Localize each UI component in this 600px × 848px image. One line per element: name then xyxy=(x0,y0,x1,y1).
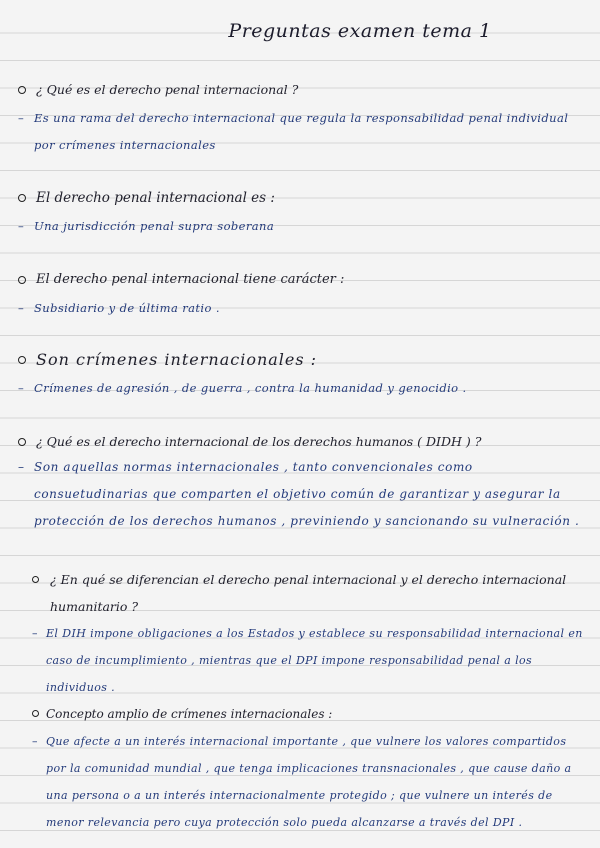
circle-bullet-icon xyxy=(32,710,39,717)
question-block xyxy=(0,270,600,322)
dash-bullet-icon: – xyxy=(18,111,25,125)
page-title: Preguntas examen tema 1 xyxy=(228,20,492,42)
question-block xyxy=(0,350,600,402)
circle-bullet-icon xyxy=(18,86,26,94)
question-text: El derecho penal internacional es : xyxy=(0,188,600,208)
answer-text: – Subsidiario y de última ratio . xyxy=(0,295,600,322)
question-text: ¿ En qué se diferencian el derecho penal internacional y el derecho internacional humanitario ? xyxy=(0,566,600,620)
question-block xyxy=(0,432,600,535)
circle-bullet-icon xyxy=(18,356,26,364)
question-block xyxy=(0,704,600,836)
answer-text: – Crímenes de agresión , de guerra , contra la humanidad y genocidio . xyxy=(0,375,600,402)
circle-bullet-icon xyxy=(18,438,26,446)
answer-text: – Una jurisdicción penal supra soberana xyxy=(0,213,600,240)
question-text: ¿ Qué es el derecho penal internacional ? xyxy=(0,80,600,100)
dash-bullet-icon: – xyxy=(18,460,25,474)
answer-text: – Es una rama del derecho internacional que regula la responsabilidad penal individual por crímenes internacionales xyxy=(0,105,600,159)
dash-bullet-icon: – xyxy=(18,219,25,233)
dash-bullet-icon: – xyxy=(32,735,38,748)
dash-bullet-icon: – xyxy=(18,381,25,395)
circle-bullet-icon xyxy=(18,194,26,202)
circle-bullet-icon xyxy=(18,276,26,284)
answer-text: – Son aquellas normas internacionales , tanto convencionales como consuetudinarias que comparten el objetivo común de garantizar y asegurar la protección de los derechos humanos , previniendo y sancionando su vulneración . xyxy=(0,454,600,535)
circle-bullet-icon xyxy=(32,576,39,583)
question-text: El derecho penal internacional tiene carácter : xyxy=(0,270,600,290)
question-block xyxy=(0,566,600,701)
question-block xyxy=(0,188,600,240)
answer-text: – El DIH impone obligaciones a los Estados y establece su responsabilidad internacional en caso de incumplimiento , mientras que el DPI impone responsabilidad penal a los individuos . xyxy=(0,620,600,701)
question-block xyxy=(0,80,600,159)
dash-bullet-icon: – xyxy=(18,301,25,315)
answer-text: – Que afecte a un interés internacional importante , que vulnere los valores compartidos por la comunidad mundial , que tenga implicaciones transnacionales , que cause daño a una persona o a un interés internacionalmente protegido ; que vulnere un interés de menor relevancia pero cuya protección solo pueda alcanzarse a través del DPI . xyxy=(0,728,600,836)
question-text: Son crímenes internacionales : xyxy=(0,350,600,370)
dash-bullet-icon: – xyxy=(32,627,38,640)
question-text: ¿ Qué es el derecho internacional de los derechos humanos ( DIDH ) ? xyxy=(0,432,600,452)
question-text: Concepto amplio de crímenes internacionales : xyxy=(0,704,600,724)
